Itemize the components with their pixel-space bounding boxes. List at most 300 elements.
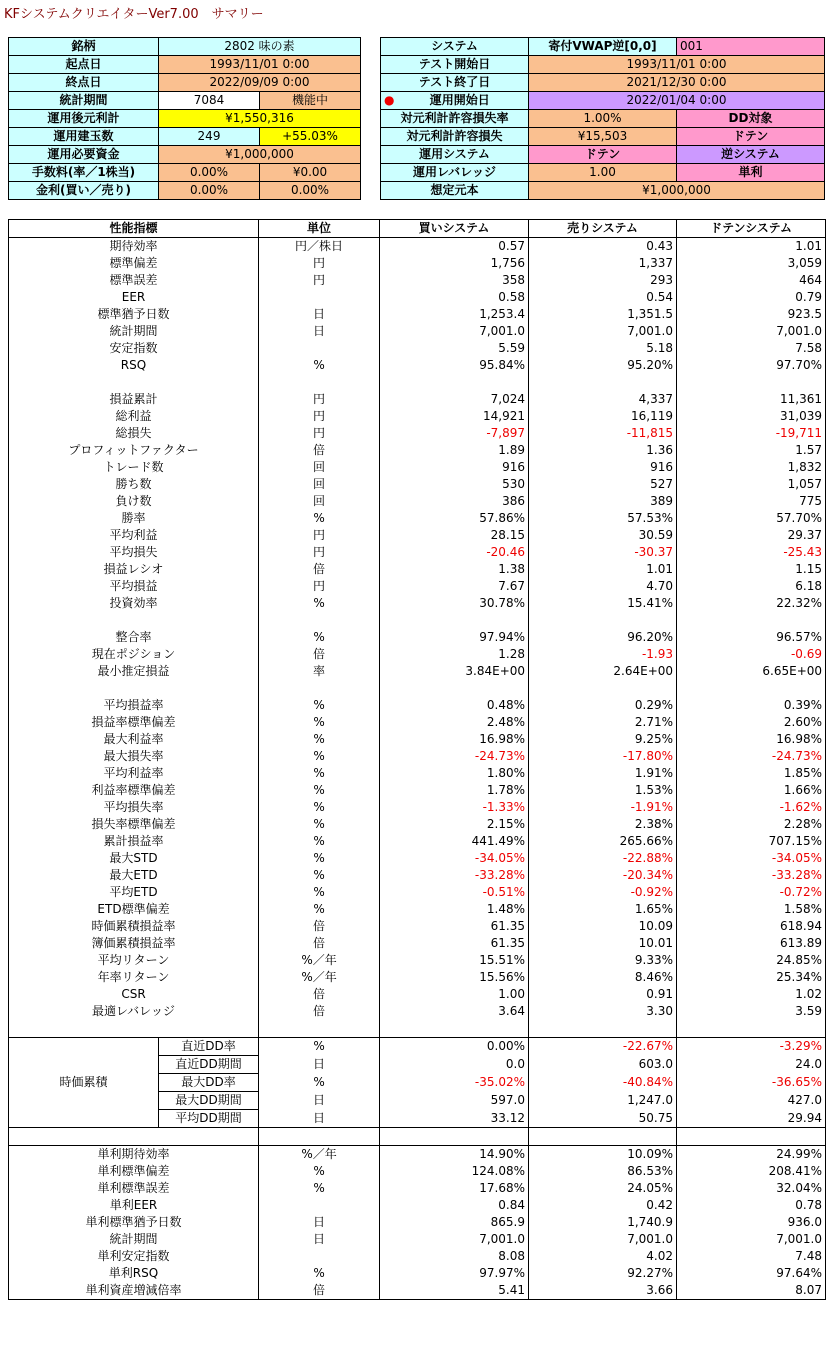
perf-value: 6.65E+00: [677, 663, 826, 680]
perf-value: 0.58: [380, 289, 529, 306]
perf-value: 0.29%: [529, 697, 677, 714]
perf-unit: 円: [259, 425, 380, 442]
perf-value: 358: [380, 272, 529, 289]
perf-value: 1,337: [529, 255, 677, 272]
perf-value: 2.15%: [380, 816, 529, 833]
perf-row: [9, 833, 826, 850]
perf-value: 57.53%: [529, 510, 677, 527]
perf-unit: %: [259, 799, 380, 816]
perf-value: -1.93: [529, 646, 677, 663]
perf-value: 16.98%: [380, 731, 529, 748]
perf-value: 1.15: [677, 561, 826, 578]
perf-value: -0.92%: [529, 884, 677, 901]
perf-value: -34.05%: [677, 850, 826, 867]
perf-unit: %: [259, 782, 380, 799]
info-label-text: 対元利計許容損失率: [400, 111, 509, 125]
perf-unit: 円／株日: [259, 238, 380, 256]
info-row: [381, 92, 825, 110]
perf-row: [9, 476, 826, 493]
info-label: [9, 38, 159, 56]
perf-unit: %: [259, 731, 380, 748]
info-value: 0.00%: [159, 164, 260, 182]
perf-value: 3.30: [529, 1003, 677, 1020]
blank-cell: [380, 374, 529, 391]
blank-cell: [9, 1128, 259, 1146]
info-row: [381, 146, 825, 164]
perf-label: 総利益: [9, 408, 259, 425]
perf-value: 527: [529, 476, 677, 493]
perf-value: 16,119: [529, 408, 677, 425]
perf-unit: [259, 340, 380, 357]
perf-value: 208.41%: [677, 1163, 826, 1180]
perf-header-cell: 売りシステム: [529, 220, 677, 238]
perf-row: [9, 697, 826, 714]
perf-row: [9, 646, 826, 663]
perf-value: 597.0: [380, 1092, 529, 1110]
perf-unit: %: [259, 714, 380, 731]
perf-row: [9, 918, 826, 935]
perf-row: [9, 663, 826, 680]
perf-unit: [259, 1197, 380, 1214]
perf-label: 現在ポジション: [9, 646, 259, 663]
perf-value: 96.57%: [677, 629, 826, 646]
perf-value: -25.43: [677, 544, 826, 561]
perf-value: -24.73%: [380, 748, 529, 765]
jika-group-label: 時価累積: [9, 1038, 159, 1128]
info-value: 1993/11/01 0:00: [529, 56, 825, 74]
info-label: [381, 38, 529, 56]
perf-unit: 円: [259, 408, 380, 425]
perf-unit: %: [259, 1163, 380, 1180]
info-label: [381, 56, 529, 74]
perf-value: 8.07: [677, 1282, 826, 1300]
perf-value: 530: [380, 476, 529, 493]
blank-cell: [9, 374, 259, 391]
perf-value: 1.66%: [677, 782, 826, 799]
perf-label: 簿価累積損益率: [9, 935, 259, 952]
perf-label: ETD標準偏差: [9, 901, 259, 918]
perf-value: 1.57: [677, 442, 826, 459]
perf-value: 61.35: [380, 935, 529, 952]
perf-row: [9, 493, 826, 510]
info-label-text: 運用後元利計: [47, 111, 120, 125]
perf-label: 直近DD期間: [159, 1056, 259, 1074]
perf-value: 7,001.0: [380, 323, 529, 340]
perf-value: 97.97%: [380, 1265, 529, 1282]
info-value: +55.03%: [260, 128, 361, 146]
tanri-row: [9, 1180, 826, 1197]
perf-value: -20.34%: [529, 867, 677, 884]
perf-unit: 率: [259, 663, 380, 680]
perf-row: [9, 748, 826, 765]
perf-value: 1.80%: [380, 765, 529, 782]
perf-label: 最大DD期間: [159, 1092, 259, 1110]
perf-value: 4.02: [529, 1248, 677, 1265]
perf-unit: %: [259, 748, 380, 765]
perf-value: 3.59: [677, 1003, 826, 1020]
perf-value: 916: [380, 459, 529, 476]
perf-row: [9, 901, 826, 918]
blank-cell: [9, 1020, 259, 1038]
info-row: [381, 38, 825, 56]
perf-value: 618.94: [677, 918, 826, 935]
perf-label: 最大STD: [9, 850, 259, 867]
perf-row: [9, 306, 826, 323]
info-label: [381, 182, 529, 200]
perf-row: [9, 357, 826, 374]
perf-value: 57.86%: [380, 510, 529, 527]
blank-cell: [677, 680, 826, 697]
perf-unit: %: [259, 1074, 380, 1092]
perf-unit: 倍: [259, 646, 380, 663]
info-value: ¥1,550,316: [159, 110, 361, 128]
perf-value: 97.70%: [677, 357, 826, 374]
perf-value: 31,039: [677, 408, 826, 425]
info-label-text: 運用必要資金: [47, 147, 120, 161]
perf-value: 6.18: [677, 578, 826, 595]
perf-row: [9, 425, 826, 442]
perf-value: 15.51%: [380, 952, 529, 969]
perf-unit: 日: [259, 323, 380, 340]
perf-unit: %: [259, 765, 380, 782]
perf-label: 単利資産増減倍率: [9, 1282, 259, 1300]
perf-row: [9, 374, 826, 391]
perf-value: 7,001.0: [677, 1231, 826, 1248]
perf-row: [9, 1128, 826, 1146]
perf-label: 平均損失率: [9, 799, 259, 816]
perf-value: -0.72%: [677, 884, 826, 901]
perf-label: 年率リターン: [9, 969, 259, 986]
blank-cell: [9, 612, 259, 629]
perf-value: 441.49%: [380, 833, 529, 850]
blank-cell: [529, 1020, 677, 1038]
perf-unit: %: [259, 1038, 380, 1056]
perf-unit: [259, 289, 380, 306]
perf-value: 8.08: [380, 1248, 529, 1265]
perf-value: -11,815: [529, 425, 677, 442]
info-label-text: テスト終了日: [418, 75, 491, 89]
tanri-row: [9, 1282, 826, 1300]
perf-value: 1.91%: [529, 765, 677, 782]
perf-value: 50.75: [529, 1110, 677, 1128]
perf-row: [9, 782, 826, 799]
perf-label: 損益レシオ: [9, 561, 259, 578]
perf-unit: %: [259, 850, 380, 867]
info-label-text: 運用レバレッジ: [412, 165, 497, 179]
perf-value: 32.04%: [677, 1180, 826, 1197]
perf-value: -33.28%: [380, 867, 529, 884]
perf-value: -20.46: [380, 544, 529, 561]
perf-value: 29.94: [677, 1110, 826, 1128]
perf-value: 25.34%: [677, 969, 826, 986]
perf-label: 標準偏差: [9, 255, 259, 272]
perf-value: 4.70: [529, 578, 677, 595]
perf-value: 10.09: [529, 918, 677, 935]
perf-value: 1.53%: [529, 782, 677, 799]
info-label: [9, 56, 159, 74]
perf-value: -1.91%: [529, 799, 677, 816]
perf-label: 最適レバレッジ: [9, 1003, 259, 1020]
perf-label: 最大ETD: [9, 867, 259, 884]
perf-value: 7,001.0: [529, 1231, 677, 1248]
perf-value: 3.66: [529, 1282, 677, 1300]
perf-value: 97.64%: [677, 1265, 826, 1282]
perf-label: 単利安定指数: [9, 1248, 259, 1265]
blank-cell: [259, 1128, 380, 1146]
perf-unit: 円: [259, 544, 380, 561]
perf-value: 97.94%: [380, 629, 529, 646]
perf-row: [9, 527, 826, 544]
perf-value: 14,921: [380, 408, 529, 425]
perf-value: 5.18: [529, 340, 677, 357]
perf-label: 勝率: [9, 510, 259, 527]
perf-value: 10.09%: [529, 1146, 677, 1164]
perf-unit: 倍: [259, 986, 380, 1003]
perf-label: トレード数: [9, 459, 259, 476]
perf-value: 0.79: [677, 289, 826, 306]
perf-row: [9, 391, 826, 408]
perf-unit: %: [259, 833, 380, 850]
info-label: [9, 92, 159, 110]
perf-value: 10.01: [529, 935, 677, 952]
blank-cell: [677, 1128, 826, 1146]
info-label: [9, 164, 159, 182]
performance-table: [8, 219, 826, 1300]
perf-value: 1.58%: [677, 901, 826, 918]
blank-cell: [380, 680, 529, 697]
perf-value: 2.71%: [529, 714, 677, 731]
perf-value: -22.88%: [529, 850, 677, 867]
perf-label: 時価累積損益率: [9, 918, 259, 935]
perf-label: 単利EER: [9, 1197, 259, 1214]
perf-unit: 倍: [259, 1282, 380, 1300]
info-label-text: 金利(買い／売り): [36, 183, 131, 197]
info-label: [9, 182, 159, 200]
perf-label: 損益累計: [9, 391, 259, 408]
perf-value: 1,057: [677, 476, 826, 493]
perf-value: 1,351.5: [529, 306, 677, 323]
perf-label: 期待効率: [9, 238, 259, 256]
perf-row: [9, 867, 826, 884]
perf-unit: 回: [259, 459, 380, 476]
perf-unit: %: [259, 629, 380, 646]
info-value: DD対象: [677, 110, 825, 128]
perf-value: 28.15: [380, 527, 529, 544]
perf-row: [9, 816, 826, 833]
perf-row: [9, 765, 826, 782]
perf-value: 96.20%: [529, 629, 677, 646]
perf-label: 単利RSQ: [9, 1265, 259, 1282]
perf-value: 57.70%: [677, 510, 826, 527]
perf-value: 603.0: [529, 1056, 677, 1074]
jika-row: [9, 1038, 826, 1056]
blank-cell: [9, 680, 259, 697]
perf-row: [9, 459, 826, 476]
perf-unit: 日: [259, 1214, 380, 1231]
perf-row: [9, 595, 826, 612]
info-row: [381, 128, 825, 146]
perf-unit: %: [259, 1180, 380, 1197]
perf-value: -3.29%: [677, 1038, 826, 1056]
info-value: ドテン: [529, 146, 677, 164]
perf-value: 2.38%: [529, 816, 677, 833]
perf-label: 損失率標準偏差: [9, 816, 259, 833]
perf-label: 平均リターン: [9, 952, 259, 969]
info-value: ドテン: [677, 128, 825, 146]
blank-cell: [529, 680, 677, 697]
perf-value: 7,001.0: [677, 323, 826, 340]
perf-value: 389: [529, 493, 677, 510]
info-label-text: システム: [431, 39, 478, 53]
perf-label: 総損失: [9, 425, 259, 442]
perf-row: [9, 731, 826, 748]
info-label-text: 手数料(率／1株当): [31, 165, 136, 179]
perf-label: 平均DD期間: [159, 1110, 259, 1128]
perf-value: 24.0: [677, 1056, 826, 1074]
perf-value: 0.84: [380, 1197, 529, 1214]
perf-value: 3.84E+00: [380, 663, 529, 680]
perf-value: 1.02: [677, 986, 826, 1003]
right-info-table: [380, 37, 825, 200]
info-label: [9, 74, 159, 92]
info-label: [381, 146, 529, 164]
info-value: 1.00%: [529, 110, 677, 128]
perf-label: 標準猶予日数: [9, 306, 259, 323]
perf-value: 265.66%: [529, 833, 677, 850]
perf-value: 29.37: [677, 527, 826, 544]
perf-unit: %／年: [259, 969, 380, 986]
info-value: 7084: [159, 92, 260, 110]
perf-unit: 倍: [259, 935, 380, 952]
left-info-table: [8, 37, 361, 200]
perf-value: 464: [677, 272, 826, 289]
perf-value: -0.69: [677, 646, 826, 663]
perf-unit: %: [259, 510, 380, 527]
tanri-row: [9, 1214, 826, 1231]
perf-value: -1.33%: [380, 799, 529, 816]
perf-value: 1.65%: [529, 901, 677, 918]
info-label: [381, 74, 529, 92]
perf-value: -35.02%: [380, 1074, 529, 1092]
perf-row: [9, 986, 826, 1003]
perf-value: 2.28%: [677, 816, 826, 833]
info-value: 0.00%: [159, 182, 260, 200]
perf-unit: 倍: [259, 561, 380, 578]
perf-label: プロフィットファクター: [9, 442, 259, 459]
perf-label: 平均損益率: [9, 697, 259, 714]
info-row: [9, 56, 361, 74]
perf-value: 17.68%: [380, 1180, 529, 1197]
info-label: [381, 110, 529, 128]
perf-value: 613.89: [677, 935, 826, 952]
blank-cell: [380, 612, 529, 629]
perf-value: 1.36: [529, 442, 677, 459]
perf-value: 1,247.0: [529, 1092, 677, 1110]
perf-value: 124.08%: [380, 1163, 529, 1180]
info-label-text: テスト開始日: [418, 57, 491, 71]
perf-value: 11,361: [677, 391, 826, 408]
perf-row: [9, 935, 826, 952]
perf-value: 30.78%: [380, 595, 529, 612]
info-value: 2022/09/09 0:00: [159, 74, 361, 92]
perf-label: 統計期間: [9, 323, 259, 340]
perf-row: [9, 850, 826, 867]
perf-unit: 円: [259, 255, 380, 272]
perf-unit: 倍: [259, 918, 380, 935]
perf-value: 707.15%: [677, 833, 826, 850]
info-value: ¥0.00: [260, 164, 361, 182]
perf-value: 92.27%: [529, 1265, 677, 1282]
perf-row: [9, 340, 826, 357]
tanri-row: [9, 1231, 826, 1248]
perf-value: 15.56%: [380, 969, 529, 986]
perf-value: 1,253.4: [380, 306, 529, 323]
blank-cell: [529, 612, 677, 629]
info-value: 1993/11/01 0:00: [159, 56, 361, 74]
perf-label: RSQ: [9, 357, 259, 374]
perf-unit: 倍: [259, 442, 380, 459]
perf-row: [9, 799, 826, 816]
perf-row: [9, 323, 826, 340]
perf-value: 4,337: [529, 391, 677, 408]
perf-value: 1,740.9: [529, 1214, 677, 1231]
perf-unit: 日: [259, 1110, 380, 1128]
blank-cell: [380, 1020, 529, 1038]
perf-label: 単利標準猶予日数: [9, 1214, 259, 1231]
tanri-row: [9, 1265, 826, 1282]
perf-value: 8.46%: [529, 969, 677, 986]
perf-value: 1.85%: [677, 765, 826, 782]
perf-row: [9, 561, 826, 578]
perf-value: 0.54: [529, 289, 677, 306]
info-label: [381, 92, 529, 110]
perf-row: [9, 289, 826, 306]
blank-cell: [529, 374, 677, 391]
perf-value: 86.53%: [529, 1163, 677, 1180]
perf-value: 2.60%: [677, 714, 826, 731]
perf-value: 3.64: [380, 1003, 529, 1020]
perf-row: [9, 272, 826, 289]
perf-value: -40.84%: [529, 1074, 677, 1092]
info-label-text: 銘柄: [71, 39, 96, 53]
info-value: 単利: [677, 164, 825, 182]
perf-value: 1.38: [380, 561, 529, 578]
blank-cell: [677, 1020, 826, 1038]
perf-value: 427.0: [677, 1092, 826, 1110]
info-row: [381, 182, 825, 200]
perf-value: 14.90%: [380, 1146, 529, 1164]
blank-cell: [259, 612, 380, 629]
perf-row: [9, 1020, 826, 1038]
perf-row: [9, 629, 826, 646]
perf-unit: %: [259, 357, 380, 374]
perf-header-cell: 買いシステム: [380, 220, 529, 238]
perf-unit: 日: [259, 306, 380, 323]
perf-value: 1.00: [380, 986, 529, 1003]
perf-value: 0.57: [380, 238, 529, 256]
perf-value: 0.91: [529, 986, 677, 1003]
info-value: ¥1,000,000: [529, 182, 825, 200]
perf-value: 923.5: [677, 306, 826, 323]
perf-unit: 円: [259, 391, 380, 408]
perf-value: 9.33%: [529, 952, 677, 969]
perf-label: 平均損益: [9, 578, 259, 595]
perf-unit: %: [259, 1265, 380, 1282]
perf-unit: 円: [259, 527, 380, 544]
perf-value: -1.62%: [677, 799, 826, 816]
info-value: 249: [159, 128, 260, 146]
perf-header-row: [9, 220, 826, 238]
